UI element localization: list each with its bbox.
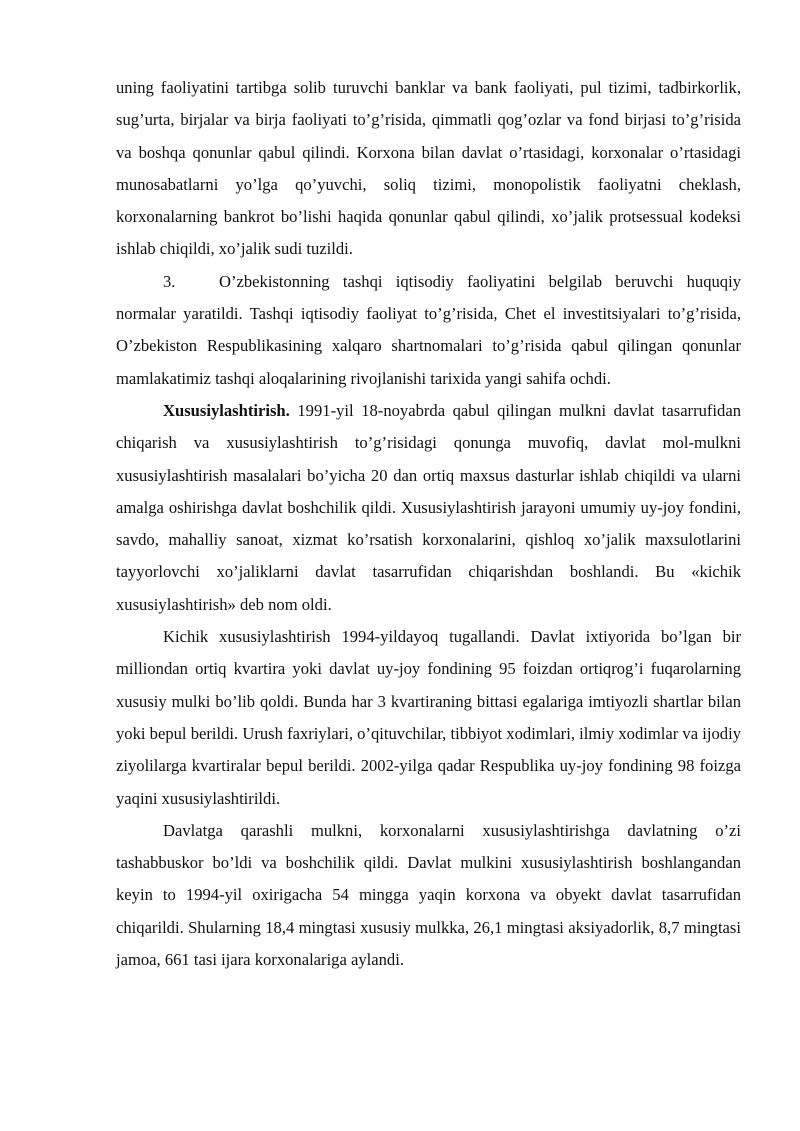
paragraph-4: Kichik xususiylashtirish 1994-yildayoq tugallandi. Davlat ixtiyorida bo’lgan bir milliondan ortiq kvartira yoki davlat uy-joy fondining 95 foizdan ortiqrog’i fuqarolarning xususiy mulki bo’lib qoldi. Bunda har 3 kvartiraning bittasi egalariga imtiyozli shartlar bilan yoki bepul berildi. Urush faxriylari, o’qituvchilar, tibbiyot xodimlari, ilmiy xodimlar va ijodiy ziyolilarga kvartiralar bepul berildi. 2002-yilga qadar Respublika uy-joy fondining 98 foizga yaqini xususiylashtirildi. [116,627,741,808]
paragraph-1: uning faoliyatini tartibga solib turuvchi banklar va bank faoliyati, pul tizimi, tadbirkorlik, sug’urta, birjalar va birja faoliyati to’g’risida, qimmatli qog’ozlar va fond birjasi to’g’risida va boshqa qonunlar qabul qilindi. Korxona bilan davlat o’rtasidagi, korxonalar o’rtasidagi munosabatlarni yo’lga qo’yuvchi, soliq tizimi, monopolistik faoliyatni cheklash, korxonalarning bankrot bo’lishi haqida qonunlar qabul qilindi, xo’jalik protsessual kodeksi ishlab chiqildi, xo’jalik sudi tuzildi. [116,78,741,259]
paragraph-2 [116,266,741,395]
paragraph-2-text: O’zbekistonning tashqi iqtisodiy faoliyatini belgilab beruvchi huquqiy normalar yaratildi. Tashqi iqtisodiy faoliyat to’g’risida, Chet el investitsiyalari to’g’risida, O’zbekiston Respublikasining xalqaro shartnomalari to’g’risida qabul qilingan qonunlar mamlakatimiz tashqi aloqalarining rivojlanishi tarixida yangi sahifa ochdi. [116,271,741,388]
paragraph-5: Davlatga qarashli mulkni, korxonalarni xususiylashtirishga davlatning o’zi tashabbuskor bo’ldi va boshchilik qildi. Davlat mulkini xususiylashtirish boshlangandan keyin to 1994-yil oxirigacha 54 mingga yaqin korxona va obyekt davlat tasarrufidan chiqarildi. Shularning 18,4 mingtasi xususiy mulkka, 26,1 mingtasi aksiyadorlik, 8,7 mingtasi jamoa, 661 tasi ijara korxonalariga aylandi. [116,820,741,970]
section-heading: Xususiylashtirish. [163,400,290,420]
paragraph-3 [116,395,741,621]
document-page [116,72,741,976]
list-number: 3. [163,271,176,291]
paragraph-3-text: 1991-yil 18-noyabrda qabul qilingan mulkni davlat tasarrufidan chiqarish va xususiylashtirish to’g’risidagi qonunga muvofiq, davlat mol-mulkni xususiylashtirish masalalari bo’yicha 20 dan ortiq maxsus dasturlar ishlab chiqildi va ularni amalga oshirishga davlat boshchilik qildi. Xususiylashtirish jarayoni umumiy uy-joy fondini, savdo, mahalliy sanoat, xizmat ko’rsatish korxonalarini, qishloq xo’jalik maxsulotlarini tayyorlovchi xo’jaliklarni davlat tasarrufidan chiqarishdan boshlandi. Bu «kichik xususiylashtirish» deb nom oldi. [116,400,741,614]
